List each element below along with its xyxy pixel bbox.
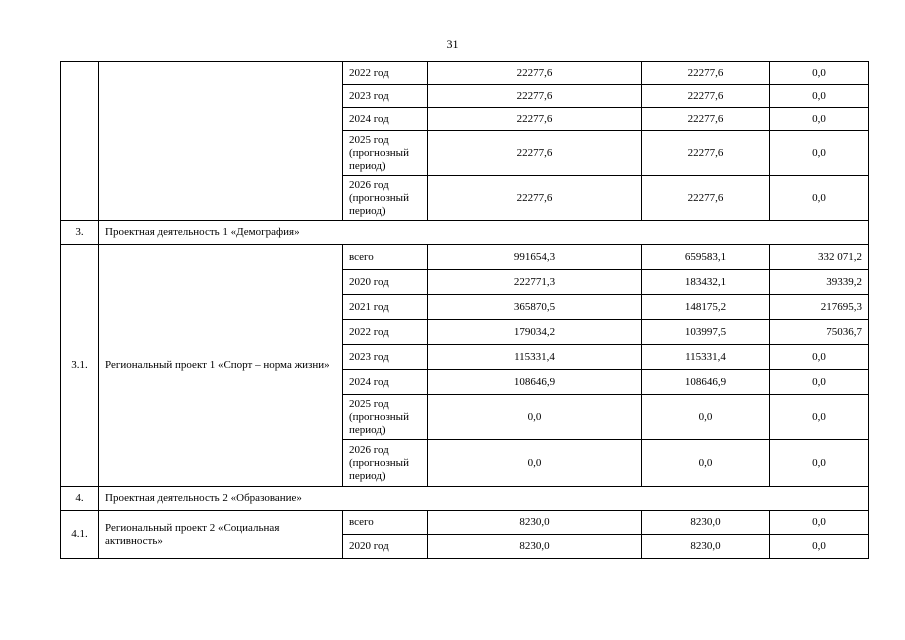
period-cell: 2024 год bbox=[343, 108, 428, 131]
column-a-cell: 22277,6 bbox=[642, 108, 770, 131]
column-b-cell: 217695,3 bbox=[770, 295, 869, 320]
total-cell: 8230,0 bbox=[428, 511, 642, 535]
period-cell: 2023 год bbox=[343, 345, 428, 370]
table-row bbox=[61, 487, 869, 511]
column-b-cell: 0,0 bbox=[770, 85, 869, 108]
table-row bbox=[61, 511, 869, 535]
project-title: Региональный проект 1 «Спорт – норма жизни» bbox=[99, 245, 343, 487]
column-a-cell: 0,0 bbox=[642, 440, 770, 487]
column-b-cell: 39339,2 bbox=[770, 270, 869, 295]
column-b-cell: 0,0 bbox=[770, 345, 869, 370]
project-title: Региональный проект 2 «Социальная активность» bbox=[99, 511, 343, 559]
empty-number-cell bbox=[61, 62, 99, 221]
period-cell: 2020 год bbox=[343, 535, 428, 559]
column-a-cell: 22277,6 bbox=[642, 176, 770, 221]
column-a-cell: 115331,4 bbox=[642, 345, 770, 370]
total-cell: 8230,0 bbox=[428, 535, 642, 559]
column-b-cell: 0,0 bbox=[770, 62, 869, 85]
column-b-cell: 0,0 bbox=[770, 108, 869, 131]
total-cell: 22277,6 bbox=[428, 108, 642, 131]
column-b-cell: 0,0 bbox=[770, 176, 869, 221]
period-cell: 2021 год bbox=[343, 295, 428, 320]
budget-table-body bbox=[61, 62, 869, 559]
table-row bbox=[61, 221, 869, 245]
project-number: 3.1. bbox=[61, 245, 99, 487]
total-cell: 179034,2 bbox=[428, 320, 642, 345]
column-a-cell: 22277,6 bbox=[642, 131, 770, 176]
column-b-cell: 75036,7 bbox=[770, 320, 869, 345]
column-a-cell: 148175,2 bbox=[642, 295, 770, 320]
column-b-cell: 0,0 bbox=[770, 535, 869, 559]
budget-table bbox=[60, 61, 869, 559]
period-cell: 2025 год (прогнозный период) bbox=[343, 395, 428, 440]
period-cell: 2020 год bbox=[343, 270, 428, 295]
total-cell: 22277,6 bbox=[428, 85, 642, 108]
total-cell: 365870,5 bbox=[428, 295, 642, 320]
total-cell: 22277,6 bbox=[428, 131, 642, 176]
column-a-cell: 659583,1 bbox=[642, 245, 770, 270]
column-b-cell: 0,0 bbox=[770, 395, 869, 440]
column-a-cell: 22277,6 bbox=[642, 85, 770, 108]
section-title: Проектная деятельность 1 «Демография» bbox=[99, 221, 869, 245]
period-cell: 2023 год bbox=[343, 85, 428, 108]
empty-title-cell bbox=[99, 62, 343, 221]
column-a-cell: 103997,5 bbox=[642, 320, 770, 345]
column-b-cell: 0,0 bbox=[770, 440, 869, 487]
column-b-cell: 332 071,2 bbox=[770, 245, 869, 270]
column-a-cell: 0,0 bbox=[642, 395, 770, 440]
total-cell: 0,0 bbox=[428, 440, 642, 487]
period-cell: 2022 год bbox=[343, 62, 428, 85]
column-a-cell: 183432,1 bbox=[642, 270, 770, 295]
period-cell: всего bbox=[343, 245, 428, 270]
table-row bbox=[61, 245, 869, 270]
period-cell: всего bbox=[343, 511, 428, 535]
column-a-cell: 108646,9 bbox=[642, 370, 770, 395]
period-cell: 2025 год (прогнозный период) bbox=[343, 131, 428, 176]
column-b-cell: 0,0 bbox=[770, 511, 869, 535]
section-title: Проектная деятельность 2 «Образование» bbox=[99, 487, 869, 511]
total-cell: 22277,6 bbox=[428, 62, 642, 85]
total-cell: 0,0 bbox=[428, 395, 642, 440]
column-a-cell: 8230,0 bbox=[642, 511, 770, 535]
period-cell: 2024 год bbox=[343, 370, 428, 395]
column-b-cell: 0,0 bbox=[770, 131, 869, 176]
total-cell: 22277,6 bbox=[428, 176, 642, 221]
column-b-cell: 0,0 bbox=[770, 370, 869, 395]
column-a-cell: 8230,0 bbox=[642, 535, 770, 559]
column-a-cell: 22277,6 bbox=[642, 62, 770, 85]
project-number: 4.1. bbox=[61, 511, 99, 559]
total-cell: 108646,9 bbox=[428, 370, 642, 395]
period-cell: 2026 год (прогнозный период) bbox=[343, 440, 428, 487]
period-cell: 2026 год (прогнозный период) bbox=[343, 176, 428, 221]
total-cell: 115331,4 bbox=[428, 345, 642, 370]
table-row bbox=[61, 62, 869, 85]
section-number: 3. bbox=[61, 221, 99, 245]
page-number: 31 bbox=[446, 37, 459, 51]
section-number: 4. bbox=[61, 487, 99, 511]
period-cell: 2022 год bbox=[343, 320, 428, 345]
total-cell: 222771,3 bbox=[428, 270, 642, 295]
total-cell: 991654,3 bbox=[428, 245, 642, 270]
